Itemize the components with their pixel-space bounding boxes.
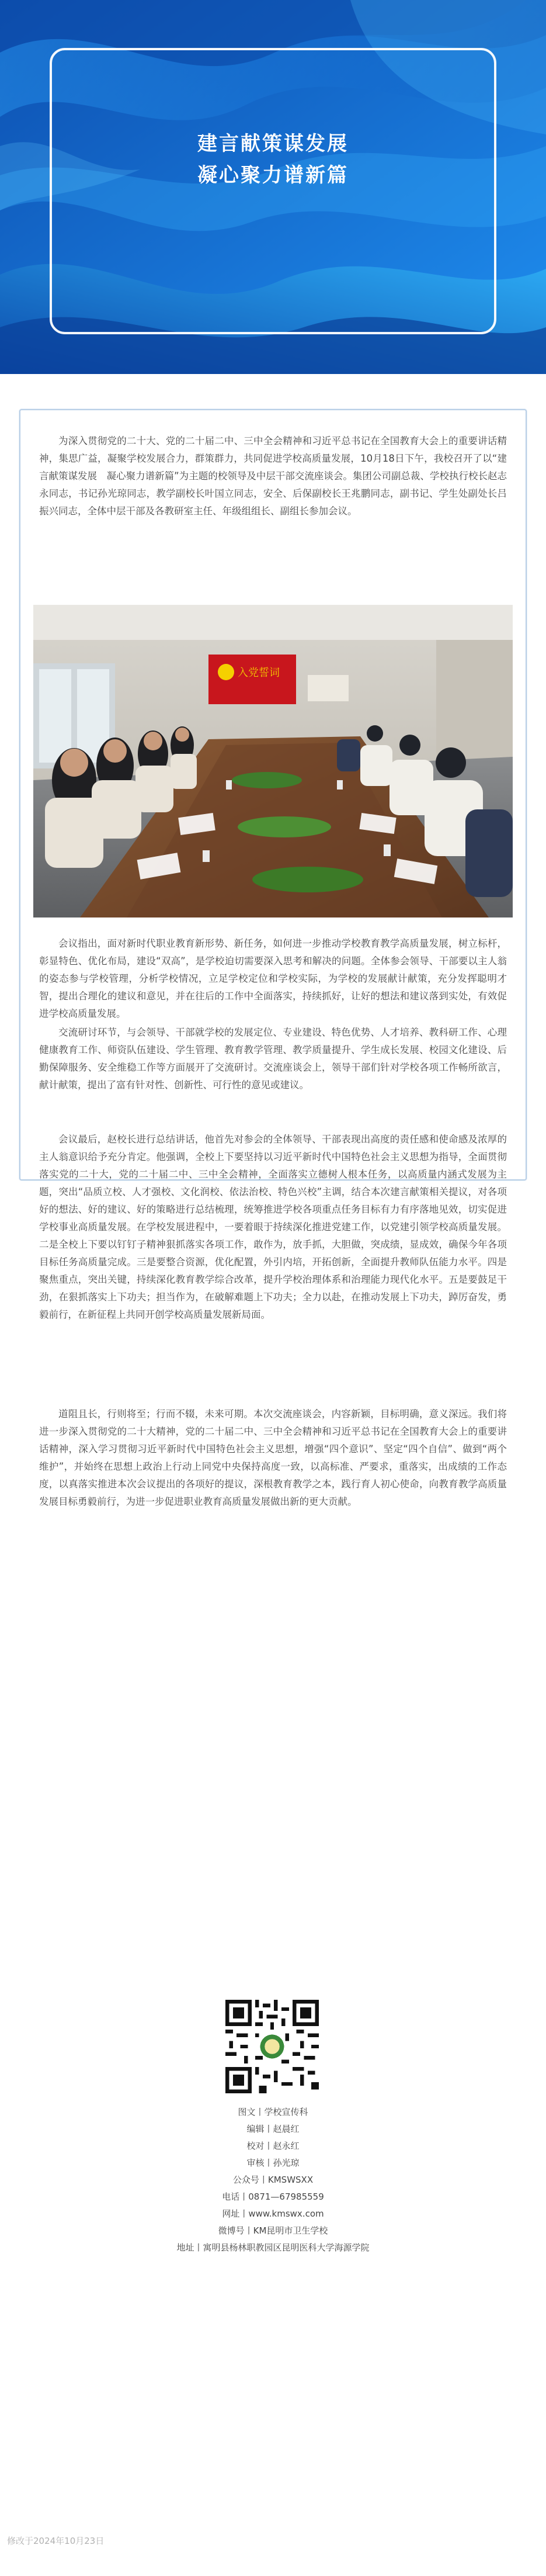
credit-address: 地址丨寓明县杨林职教园区昆明医科大学海源学院 (176, 2242, 370, 2253)
credit-proofreader: 校对丨赵永红 (246, 2141, 300, 2151)
photo-banner-text: 入党誓词 (238, 667, 280, 679)
header-banner (0, 0, 546, 374)
credit-reviewer: 审核丨孙光琼 (246, 2158, 300, 2168)
credit-text-pictures: 图文丨学校宣传科 (238, 2107, 308, 2117)
credit-phone: 电话丨0871—67985559 (222, 2191, 324, 2202)
credit-official-account: 公众号丨KMSWSXX (232, 2175, 314, 2185)
credit-editor: 编辑丨赵晨红 (246, 2124, 300, 2134)
modified-date: 修改于2024年10月23日 (7, 2536, 105, 2546)
article-paragraph-2: 会议指出，面对新时代职业教育新形势、新任务，如何进一步推动学校教育教学高质量发展，树立标杆，彰显特色、优化布局，建设“双高”，是学校迫切需要深入思考和解决的问题。全体参会领导、干部要以主人翁的姿态参与学校管理，分析学校情况，立足学校定位和学校实际，为学校的发展献计献策，充分发挥聪明才智，提出合理化的建议和意见，并在往后的工作中全面落实，持续抓好，让好的想法和建议落到实处，有效促进学校高质量发展。 (39, 938, 507, 1019)
credits-block (0, 2104, 546, 2256)
credit-website: 网址丨www.kmswx.com (222, 2208, 324, 2219)
meeting-photo (33, 605, 513, 917)
credit-weibo: 微博号丨KM昆明市卫生学校 (218, 2225, 328, 2236)
article-paragraph-5: 道阻且长，行则将至；行而不辍，未来可期。本次交流座谈会，内容新颖，目标明确，意义深远。我们将进一步深入贯彻党的二十大精神，党的二十届二中、三中全会精神和习近平总书记在全国教育大会上的重要讲话精神，深入学习贯彻习近平新时代中国特色社会主义思想，增强“四个意识”、坚定“四个自信”、做到“两个维护”，并始终在思想上政治上行动上同党中央保持高度一致，以高标准、严要求，重落实，出成绩的工作态度，以真落实推进本次会议提出的各项好的提议，深根教育教学之本，践行育人初心使命，向教育教学高质量发展目标勇毅前行，为进一步促进职业教育高质量发展做出新的更大贡献。 (39, 1408, 507, 1507)
qr-code (225, 2000, 319, 2093)
article-paragraph-3: 交流研讨环节，与会领导、干部就学校的发展定位、专业建设、特色优势、人才培养、教科研工作、心理健康教育工作、师资队伍建设、学生管理、教育教学管理、教学质量提升、学生成长发展、校园文化建设、后勤保障服务、安全维稳工作等方面展开了交流研讨。交流座谈会上，领导干部们针对学校各项工作畅所欲言，献计献策，提出了富有针对性、创新性、可行性的意见或建议。 (39, 1027, 507, 1090)
banner-frame (50, 48, 496, 334)
article-paragraph-1: 为深入贯彻党的二十大、党的二十届二中、三中全会精神和习近平总书记在全国教育大会上的重要讲话精神，集思广益，凝聚学校发展合力，群策群力，共同促进学校高质量发展，10月18日下午，我校召开了以“建言献策谋发展 凝心聚力谱新篇”为主题的校领导及中层干部交流座谈会。集团公司副总裁、学校执行校长赵志永同志，书记孙光琼同志，教学副校长叶国立同志，安全、后保副校长王兆鹏同志，副书记、学生处副处长吕振兴同志，全体中层干部及各教研室主任、年级组组长、副组长参加会议。 (39, 435, 507, 517)
banner-title-line2: 凝心聚力谱新篇 (197, 164, 349, 187)
banner-title-line1: 建言献策谋发展 (197, 132, 349, 155)
article-paragraph-4: 会议最后，赵校长进行总结讲话，他首先对参会的全体领导、干部表现出高度的责任感和使命感及浓厚的主人翁意识给予充分肯定。他强调，全校上下要坚持以习近平新时代中国特色社会主义思想为指导，全面贯彻落实党的二十大，党的二十届二中、三中全会精神，全面落实立德树人根本任务，以高质量内涵式发展为主题，突出“品质立校、人才强校、文化润校、依法治校、特色兴校”主调，结合本次建言献策相关提议，对各项好的想法、好的建议、好的策略进行总结梳理，统筹推进学校各项重点任务目标有力有序落地见效，切实促进学校事业高质量发展。在学校发展进程中，一要着眼于持续深化推进党建工作，以党建引领学校高质量发展。二是全校上下要以钉钉子精神狠抓落实各项工作，敢作为，放手抓，大胆做，突成绩，显成效，确保今年各项目标任务高质量完成。三是要整合资源，优化配置，外引内培，开拓创新，全面提升教师队伍能力水平。四是聚焦重点，突出关键，持续深化教育教学综合改革，提升学校治理体系和治理能力现代化水平。五是要鼓足干劲，在狠抓落实上下功夫；担当作为，在破解难题上下功夫；全力以赴，在推动发展上下功夫，踔厉奋发，勇毅前行，在新征程上共同开创学校高质量发展新局面。 (39, 1134, 507, 1320)
